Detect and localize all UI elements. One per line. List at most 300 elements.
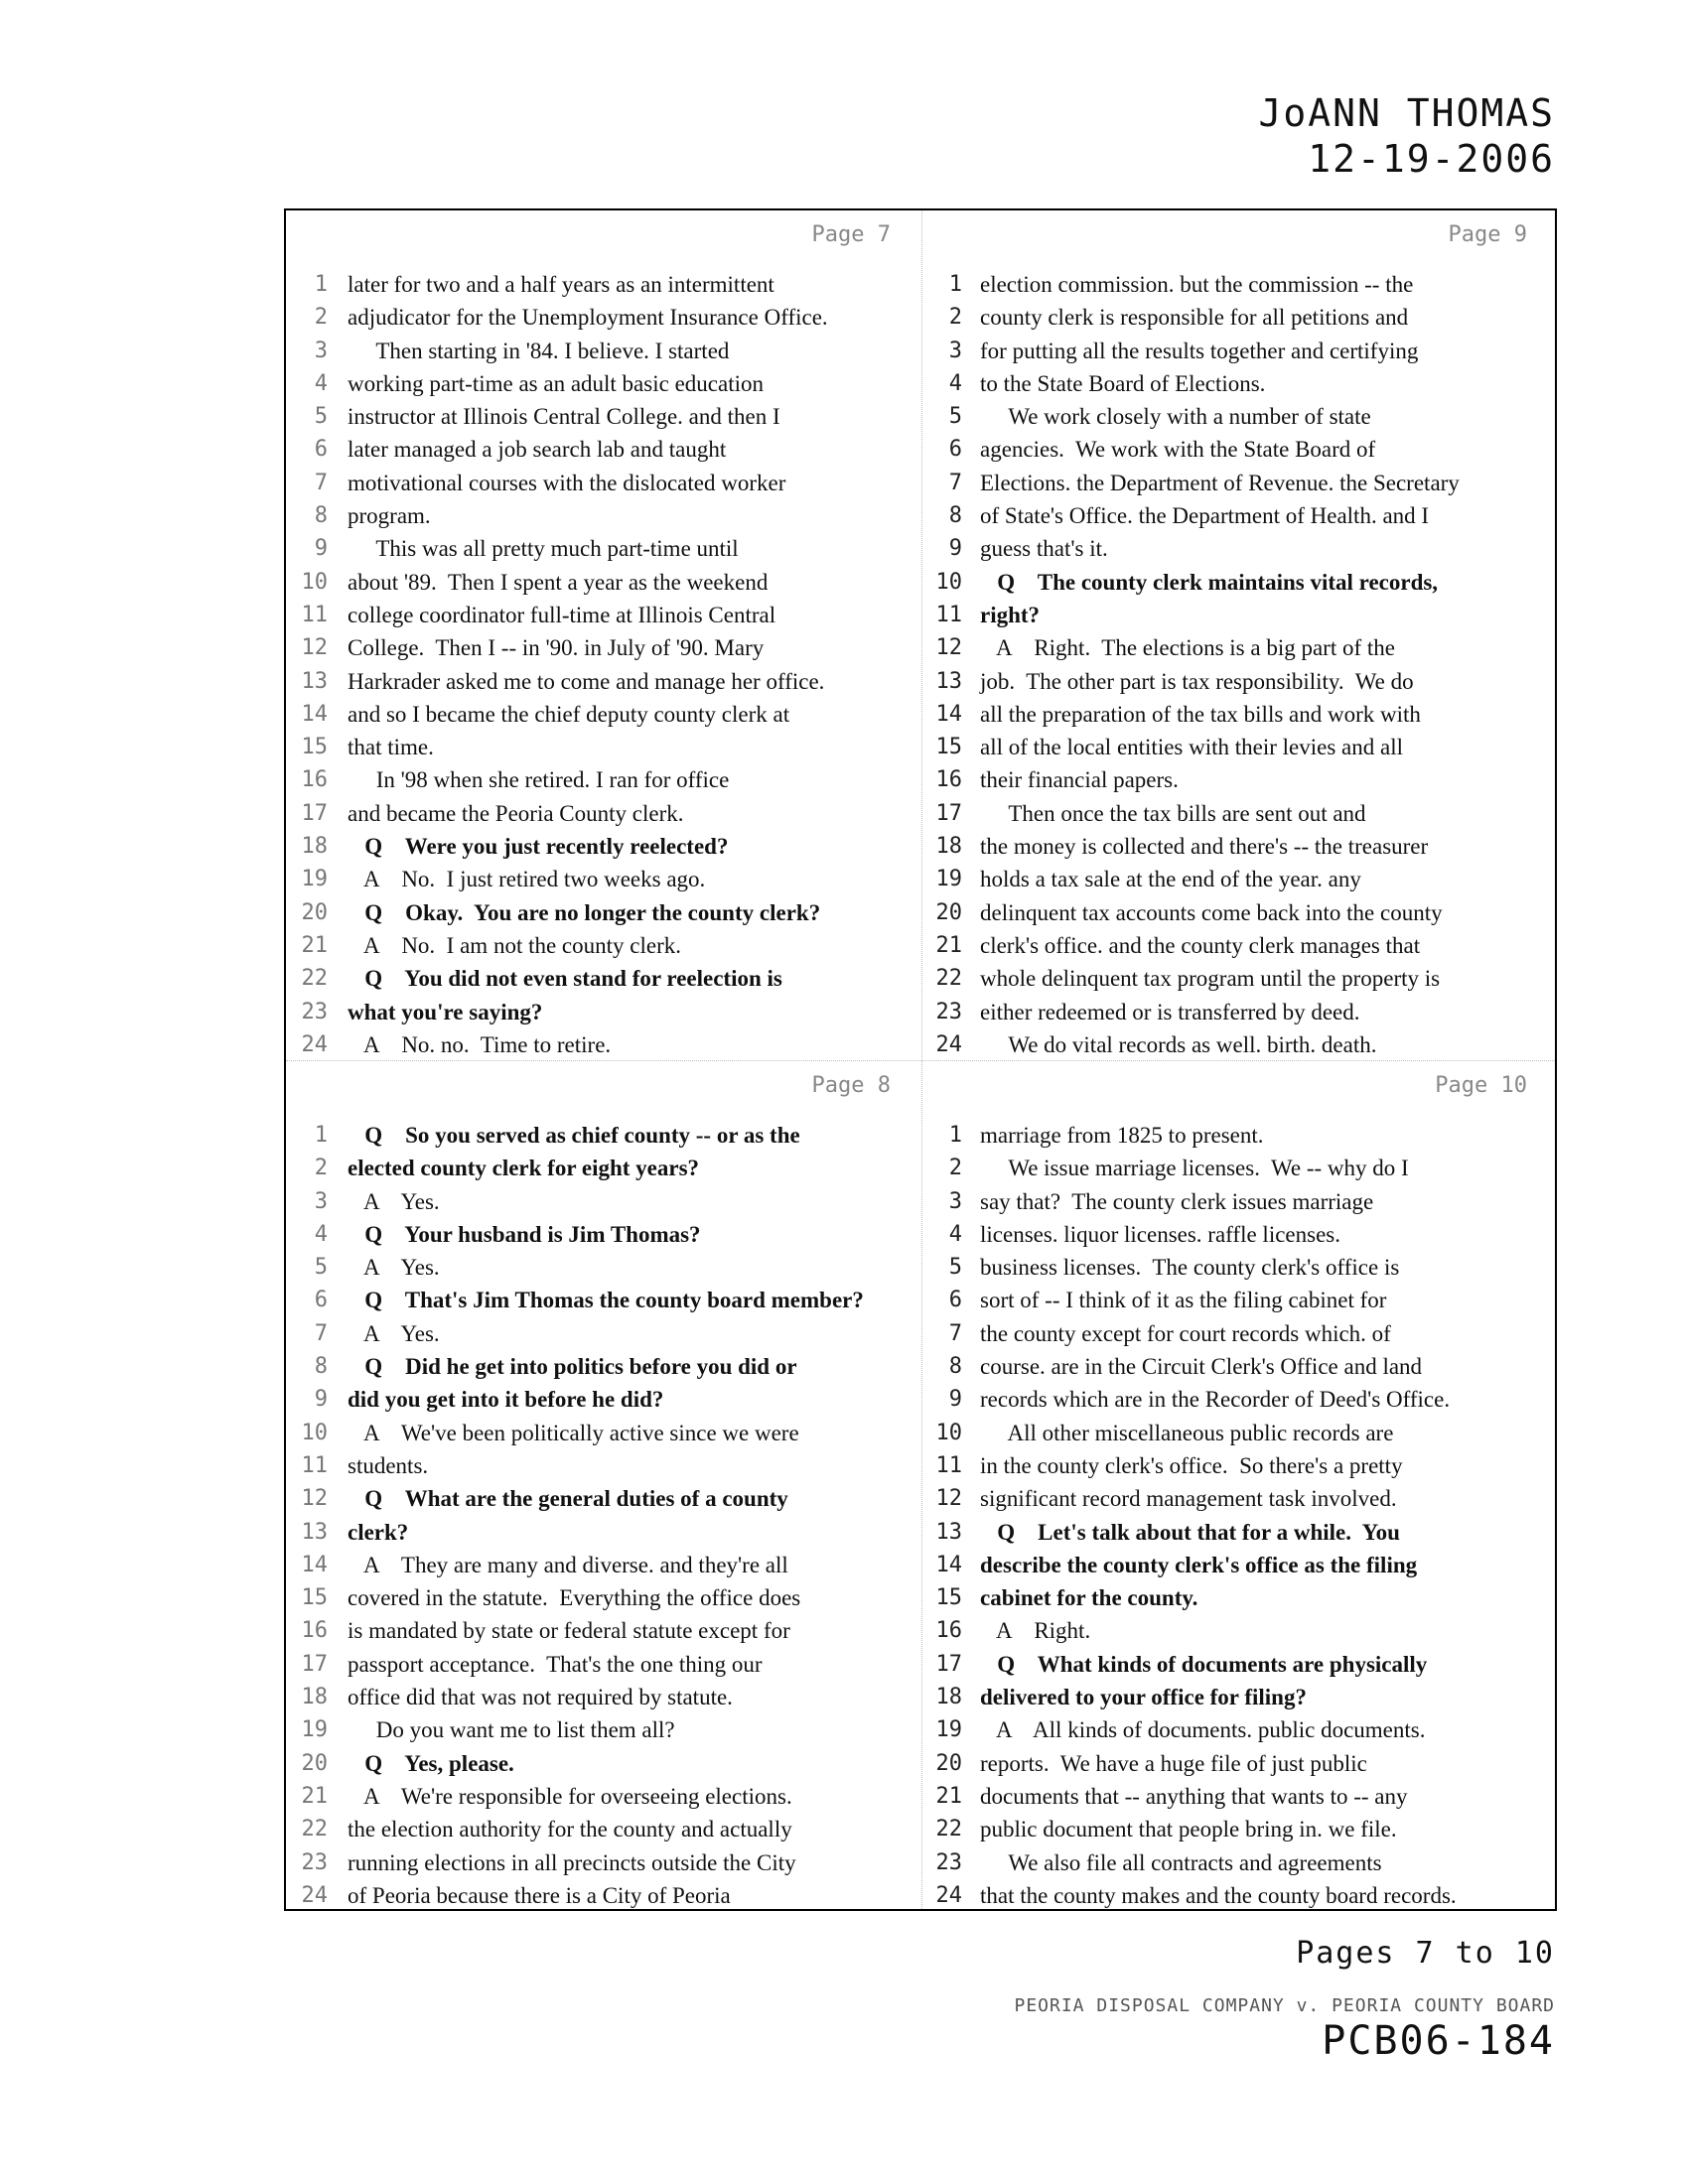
transcript-frame [284,208,1557,1911]
transcript-line [922,1549,1559,1581]
transcript-line [286,268,922,301]
line-text: We work closely with a number of state [980,404,1371,430]
line-number: 11 [301,1452,328,1478]
line-number: 12 [935,635,962,661]
line-text: A No. no. Time to retire. [348,1031,612,1057]
line-number: 24 [301,1882,328,1908]
line-number: 16 [301,1618,328,1644]
line-text: documents that -- anything that wants to -- any [980,1783,1408,1809]
transcript-line [286,1780,922,1813]
line-text: A Right. The elections is a big part of the [980,635,1395,661]
line-text: describe the county clerk's office as the filing [980,1552,1418,1577]
transcript-line [922,1747,1559,1780]
line-text: job. The other part is tax responsibility. We do [980,668,1414,694]
line-number: 23 [301,999,328,1024]
transcript-lines [286,1119,922,1912]
line-number: 10 [935,1420,962,1445]
line-number: 17 [301,1651,328,1677]
transcript-line [286,1681,922,1713]
transcript-line [922,367,1559,400]
line-text: and became the Peoria County clerk. [348,800,684,826]
line-number: 1 [948,272,962,297]
line-text: Q Yes, please. [348,1750,514,1776]
line-text: A No. I just retired two weeks ago. [348,867,706,892]
line-text: A They are many and diverse. and they're all [348,1552,788,1577]
transcript-line [922,830,1559,863]
transcript-line [286,1614,922,1647]
transcript-line [922,1780,1559,1813]
transcript-line [922,665,1559,698]
line-number: 14 [935,1552,962,1577]
line-number: 13 [301,668,328,694]
transcript-page [922,210,1559,1061]
transcript-line [922,631,1559,664]
line-number: 23 [935,999,962,1024]
line-text: of State's Office. the Department of Health. and I [980,503,1430,529]
line-number: 9 [314,1387,328,1413]
line-number: 6 [948,437,962,463]
transcript-line [922,863,1559,895]
transcript-line [922,929,1559,962]
line-text: did you get into it before he did? [348,1387,664,1413]
line-number: 1 [314,272,328,297]
line-number: 8 [314,1354,328,1380]
line-number: 2 [314,305,328,331]
transcript-line [286,566,922,599]
line-text: agencies. We work with the State Board of [980,437,1376,463]
line-text: records which are in the Recorder of Deed's Office. [980,1387,1451,1413]
witness-name: JoANN THOMAS [1258,91,1555,135]
line-text: clerk? [348,1519,409,1545]
line-number: 20 [301,1750,328,1776]
transcript-line [286,1846,922,1879]
transcript-line [286,499,922,532]
line-text: delinquent tax accounts come back into the county [980,899,1443,925]
line-number: 22 [301,1817,328,1843]
line-text: We also file all contracts and agreements [980,1849,1382,1875]
transcript-line [286,996,922,1028]
transcript-line [286,467,922,499]
line-text: A All kinds of documents. public documents. [980,1717,1426,1743]
line-text: All other miscellaneous public records are [980,1420,1394,1445]
line-text: for putting all the results together and certifying [980,338,1419,363]
line-number: 8 [314,503,328,529]
line-number: 16 [301,767,328,793]
transcript-line [286,896,922,929]
line-number: 20 [935,1750,962,1776]
transcript-line [922,1581,1559,1614]
line-text: A Yes. [348,1255,440,1281]
line-number: 4 [948,370,962,396]
transcript-line [922,301,1559,334]
line-text: all the preparation of the tax bills and work with [980,701,1421,727]
line-text: holds a tax sale at the end of the year. any [980,867,1361,892]
line-number: 22 [301,966,328,992]
line-text: covered in the statute. Everything the office does [348,1585,801,1611]
line-number: 4 [314,370,328,396]
page-title: Page 7 [811,222,891,247]
line-text: A We've been politically active since we were [348,1420,799,1445]
line-text: College. Then I -- in '90. in July of '90. Mary [348,635,765,661]
transcript-line [922,566,1559,599]
line-text: Q Did he get into politics before you did or [348,1354,797,1380]
transcript-lines [286,268,922,1061]
transcript-line [922,1417,1559,1449]
transcript-page [922,1061,1559,1912]
line-number: 19 [301,867,328,892]
transcript-line [922,532,1559,565]
line-number: 19 [935,867,962,892]
transcript-line [922,1482,1559,1515]
transcript-line [286,1713,922,1746]
line-number: 21 [935,1783,962,1809]
line-number: 18 [301,1685,328,1710]
line-text: whole delinquent tax program until the property is [980,966,1441,992]
line-number: 5 [314,404,328,430]
line-number: 7 [314,470,328,495]
transcript-line [286,1516,922,1549]
transcript-line [286,1383,922,1416]
line-text: marriage from 1825 to present. [980,1123,1264,1148]
line-number: 12 [301,635,328,661]
line-text: elected county clerk for eight years? [348,1156,700,1181]
transcript-line [286,863,922,895]
transcript-line [922,1028,1559,1061]
line-number: 2 [948,305,962,331]
line-number: 1 [948,1123,962,1148]
transcript-line [922,1879,1559,1912]
line-number: 19 [935,1717,962,1743]
page-title: Page 10 [1435,1073,1527,1098]
transcript-line [286,1449,922,1482]
transcript-line [922,763,1559,796]
transcript-line [922,1119,1559,1152]
line-text: is mandated by state or federal statute except for [348,1618,790,1644]
line-text: A Yes. [348,1188,440,1214]
line-number: 24 [935,1882,962,1908]
line-text: their financial papers. [980,767,1179,793]
transcript-line [922,467,1559,499]
line-number: 3 [948,338,962,363]
line-text: of Peoria because there is a City of Peoria [348,1882,731,1908]
transcript-line [286,335,922,367]
line-text: right? [980,602,1041,627]
line-text: A Yes. [348,1320,440,1346]
line-number: 3 [948,1188,962,1214]
line-text: Q So you served as chief county -- or as the [348,1123,800,1148]
line-text: public document that people bring in. we file. [980,1817,1397,1843]
line-text: sort of -- I think of it as the filing cabinet for [980,1288,1387,1313]
transcript-line [922,1614,1559,1647]
line-number: 6 [314,1288,328,1313]
page-title: Page 9 [1448,222,1527,247]
transcript-line [922,268,1559,301]
transcript-line [286,1251,922,1284]
line-text: office did that was not required by statute. [348,1685,733,1710]
transcript-line [286,929,922,962]
line-text: later for two and a half years as an intermittent [348,272,774,297]
transcript-line [286,1417,922,1449]
line-number: 17 [301,800,328,826]
line-number: 14 [301,1552,328,1577]
line-text: working part-time as an adult basic education [348,370,764,396]
line-text: the county except for court records which. of [980,1320,1391,1346]
line-text: that time. [348,735,434,760]
transcript-line [922,1449,1559,1482]
line-number: 7 [948,1320,962,1346]
transcript-line [286,1648,922,1681]
transcript-line [286,599,922,631]
transcript-line [286,1284,922,1316]
transcript-line [922,896,1559,929]
line-text: Do you want me to list them all? [348,1717,675,1743]
line-text: cabinet for the county. [980,1585,1198,1611]
transcript-line [286,830,922,863]
line-number: 15 [935,735,962,760]
line-number: 18 [935,834,962,860]
transcript-page [286,1061,922,1912]
line-text: Then once the tax bills are sent out and [980,800,1366,826]
line-number: 23 [301,1849,328,1875]
line-text: either redeemed or is transferred by deed. [980,999,1360,1024]
line-number: 18 [935,1685,962,1710]
line-text: adjudicator for the Unemployment Insurance Office. [348,305,828,331]
line-text: election commission. but the commission -- the [980,272,1414,297]
transcript-line [922,1681,1559,1713]
line-number: 15 [935,1585,962,1611]
line-number: 6 [314,437,328,463]
transcript-line [922,996,1559,1028]
line-number: 19 [301,1717,328,1743]
transcript-line [286,1350,922,1383]
line-number: 21 [301,932,328,958]
line-number: 11 [935,602,962,627]
line-text: Q What are the general duties of a county [348,1486,788,1512]
line-number: 13 [935,1519,962,1545]
transcript-line [286,731,922,763]
transcript-line [286,797,922,830]
transcript-line [922,731,1559,763]
line-number: 9 [948,536,962,562]
line-number: 22 [935,1817,962,1843]
transcript-line [922,1350,1559,1383]
transcript-line [922,1383,1559,1416]
line-number: 5 [948,1255,962,1281]
line-number: 13 [301,1519,328,1545]
line-number: 17 [935,1651,962,1677]
transcript-line [922,1218,1559,1251]
transcript-line [922,1284,1559,1316]
line-number: 9 [314,536,328,562]
line-text: what you're saying? [348,999,543,1024]
transcript-line [922,1846,1559,1879]
line-text: clerk's office. and the county clerk manages that [980,932,1421,958]
line-number: 9 [948,1387,962,1413]
line-text: all of the local entities with their levies and all [980,735,1404,760]
line-number: 4 [948,1221,962,1247]
line-text: college coordinator full-time at Illinois Central [348,602,776,627]
transcript-line [922,1713,1559,1746]
line-text: that the county makes and the county board records. [980,1882,1457,1908]
line-text: guess that's it. [980,536,1108,562]
line-text: program. [348,503,431,529]
transcript-lines [922,268,1559,1061]
line-text: to the State Board of Elections. [980,370,1266,396]
line-text: A We're responsible for overseeing elections. [348,1783,792,1809]
transcript-line [922,1317,1559,1350]
line-text: business licenses. The county clerk's office is [980,1255,1400,1281]
line-text: county clerk is responsible for all petitions and [980,305,1409,331]
line-number: 12 [301,1486,328,1512]
line-number: 5 [948,404,962,430]
line-text: Q Okay. You are no longer the county clerk? [348,899,821,925]
line-number: 2 [314,1156,328,1181]
transcript-line [286,1879,922,1912]
line-number: 17 [935,800,962,826]
transcript-line [286,631,922,664]
line-number: 15 [301,735,328,760]
transcript-line [922,400,1559,433]
case-caption: PEORIA DISPOSAL COMPANY v. PEORIA COUNTY BOARD [1014,1995,1555,2016]
transcript-line [922,962,1559,995]
line-number: 8 [948,503,962,529]
transcript-line [922,797,1559,830]
line-number: 12 [935,1486,962,1512]
line-number: 21 [301,1783,328,1809]
line-number: 5 [314,1255,328,1281]
transcript-page [286,210,922,1061]
line-number: 2 [948,1156,962,1181]
transcript-line [286,367,922,400]
line-number: 22 [935,966,962,992]
line-text: motivational courses with the dislocated worker [348,470,786,495]
transcript-line [922,499,1559,532]
page-range: Pages 7 to 10 [1296,1936,1555,1971]
line-number: 10 [935,569,962,595]
line-number: 4 [314,1221,328,1247]
line-number: 13 [935,668,962,694]
line-number: 20 [301,899,328,925]
deposition-date: 12-19-2006 [1308,137,1555,181]
transcript-line [286,1317,922,1350]
line-text: and so I became the chief deputy county clerk at [348,701,790,727]
transcript-line [922,335,1559,367]
transcript-line [922,1648,1559,1681]
docket-number: PCB06-184 [1322,2018,1555,2064]
line-number: 8 [948,1354,962,1380]
transcript-line [286,665,922,698]
line-number: 23 [935,1849,962,1875]
line-text: Q What kinds of documents are physically [980,1651,1428,1677]
line-number: 24 [935,1031,962,1057]
line-text: Q That's Jim Thomas the county board member? [348,1288,864,1313]
transcript-line [286,1185,922,1218]
line-number: 14 [935,701,962,727]
page-title: Page 8 [811,1073,891,1098]
line-text: passport acceptance. That's the one thing our [348,1651,763,1677]
transcript-line [286,1549,922,1581]
line-text: significant record management task involved. [980,1486,1397,1512]
transcript-line [286,1218,922,1251]
line-text: instructor at Illinois Central College. and then I [348,404,780,430]
line-text: Elections. the Department of Revenue. the Secretary [980,470,1460,495]
transcript-line [286,1028,922,1061]
transcript-line [286,400,922,433]
line-text: reports. We have a huge file of just public [980,1750,1367,1776]
transcript-line [286,301,922,334]
transcript-line [286,1813,922,1845]
line-number: 16 [935,1618,962,1644]
line-text: delivered to your office for filing? [980,1685,1307,1710]
line-text: in the county clerk's office. So there's a pretty [980,1452,1403,1478]
transcript-line [286,1581,922,1614]
line-number: 18 [301,834,328,860]
line-number: 21 [935,932,962,958]
line-number: 7 [948,470,962,495]
line-text: Q The county clerk maintains vital records, [980,569,1439,595]
line-number: 10 [301,569,328,595]
line-number: 24 [301,1031,328,1057]
line-number: 1 [314,1123,328,1148]
line-text: In '98 when she retired. I ran for office [348,767,730,793]
line-number: 16 [935,767,962,793]
line-text: We issue marriage licenses. We -- why do I [980,1156,1409,1181]
transcript-line [286,1152,922,1184]
line-text: A No. I am not the county clerk. [348,932,681,958]
line-text: Harkrader asked me to come and manage her office. [348,668,825,694]
line-text: Q You did not even stand for reelection is [348,966,782,992]
transcript-line [286,433,922,466]
transcript-lines [922,1119,1559,1912]
line-text: licenses. liquor licenses. raffle licenses. [980,1221,1340,1247]
line-number: 3 [314,338,328,363]
line-number: 15 [301,1585,328,1611]
line-text: the money is collected and there's -- the treasurer [980,834,1429,860]
line-number: 11 [301,602,328,627]
line-text: course. are in the Circuit Clerk's Office and land [980,1354,1423,1380]
transcript-line [922,433,1559,466]
line-text: Then starting in '84. I believe. I started [348,338,730,363]
line-number: 6 [948,1288,962,1313]
transcript-line [286,763,922,796]
transcript-line [922,698,1559,731]
line-number: 10 [301,1420,328,1445]
line-number: 14 [301,701,328,727]
line-text: Q Were you just recently reelected? [348,834,729,860]
line-text: about '89. Then I spent a year as the weekend [348,569,769,595]
line-number: 3 [314,1188,328,1214]
line-number: 20 [935,899,962,925]
transcript-line [922,1813,1559,1845]
line-text: A Right. [980,1618,1091,1644]
transcript-line [286,1482,922,1515]
line-text: Q Your husband is Jim Thomas? [348,1221,701,1247]
transcript-line [922,1185,1559,1218]
transcript-line [922,599,1559,631]
line-text: the election authority for the county and actually [348,1817,792,1843]
line-text: This was all pretty much part-time until [348,536,739,562]
transcript-line [286,1747,922,1780]
line-text: We do vital records as well. birth. death. [980,1031,1377,1057]
transcript-line [286,1119,922,1152]
line-text: students. [348,1452,429,1478]
transcript-line [286,532,922,565]
line-number: 7 [314,1320,328,1346]
line-text: running elections in all precincts outside the City [348,1849,796,1875]
line-text: later managed a job search lab and taught [348,437,727,463]
transcript-line [286,698,922,731]
line-text: say that? The county clerk issues marriage [980,1188,1374,1214]
